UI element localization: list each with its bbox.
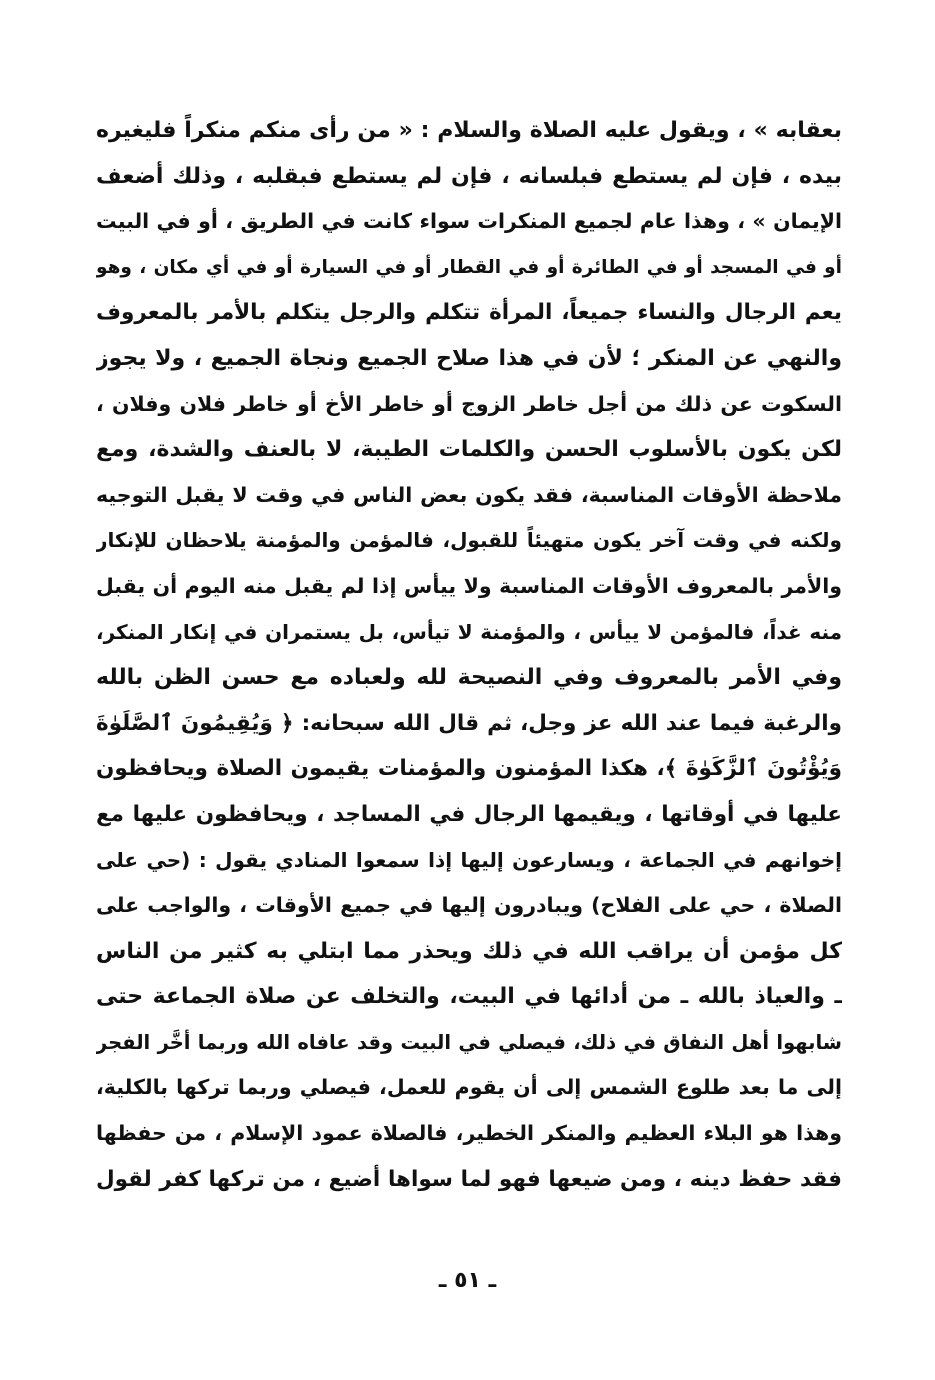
text-line: عليها في أوقاتها ، ويقيمها الرجال في المساجد ، ويحافظون عليها مع xyxy=(96,801,842,827)
text-line: منه غداً، فالمؤمن لا ييأس ، والمؤمنة لا تيأس، بل يستمران في إنكار المنكر، xyxy=(96,619,842,644)
text-line: إلى ما بعد طلوع الشمس إلى أن يقوم للعمل، فيصلي وربما تركها بالكلية، xyxy=(96,1075,842,1100)
text-line: بعقابه » ، ويقول عليه الصلاة والسلام : « من رأى منكم منكراً فليغيره xyxy=(96,118,842,143)
text-line: بيده ، فإن لم يستطع فبلسانه ، فإن لم يستطع فبقلبه ، وذلك أضعف xyxy=(96,163,842,189)
text-line: أو في المسجد أو في الطائرة أو في القطار أو في السيارة أو في أي مكان ، وهو xyxy=(96,256,842,278)
text-line: وفي الأمر بالمعروف وفي النصيحة لله ولعباده مع حسن الظن بالله xyxy=(96,665,842,691)
text-line: يعم الرجال والنساء جميعاً، المرأة تتكلم والرجل يتكلم بالأمر بالمعروف xyxy=(96,300,842,326)
quran-verse-line: والرغبة فيما عند الله عز وجل، ثم قال الله سبحانه: ﴿ وَيُقِيمُونَ ٱلصَّلَوٰةَ xyxy=(96,710,842,736)
text-line: شابهوا أهل النفاق في ذلك، فيصلي في البيت وقد عافاه الله وربما أخَّر الفجر xyxy=(96,1030,842,1054)
text-line: والنهي عن المنكر ؛ لأن في هذا صلاح الجميع ونجاة الجميع ، ولا يجوز xyxy=(96,345,842,371)
text-line: كل مؤمن أن يراقب الله في ذلك ويحذر مما ابتلي به كثير من الناس xyxy=(96,938,842,964)
text-line: إخوانهم في الجماعة ، ويسارعون إليها إذا سمعوا المنادي يقول : (حي على xyxy=(96,847,842,872)
text-line: لكن يكون بالأسلوب الحسن والكلمات الطيبة، لا بالعنف والشدة، ومع xyxy=(96,437,842,463)
text-line: السكوت عن ذلك من أجل خاطر الزوج أو خاطر الأخ أو خاطر فلان وفلان ، xyxy=(96,391,842,416)
text-line: والأمر بالمعروف الأوقات المناسبة ولا ييأس إذا لم يقبل منه اليوم أن يقبل xyxy=(96,573,842,598)
text-line: ـ والعياذ بالله ـ من أدائها في البيت، والتخلف عن صلاة الجماعة حتى xyxy=(96,984,842,1010)
text-line: الإيمان » ، وهذا عام لجميع المنكرات سواء كانت في الطريق ، أو في البيت xyxy=(96,209,842,234)
text-line: ولكنه في وقت آخر يكون متهيئاً للقبول، فالمؤمن والمؤمنة يلاحظان للإنكار xyxy=(96,528,842,553)
text-line: وهذا هو البلاء العظيم والمنكر الخطير، فالصلاة عمود الإسلام ، من حفظها xyxy=(96,1121,842,1146)
quran-verse-line: وَيُؤْتُونَ ٱلزَّكَوٰةَ ﴾، هكذا المؤمنون والمؤمنات يقيمون الصلاة ويحافظون xyxy=(96,756,842,782)
text-line: فقد حفظ دينه ، ومن ضيعها فهو لما سواها أضيع ، من تركها كفر لقول xyxy=(96,1166,842,1192)
text-line: الصلاة ، حي على الفلاح) ويبادرون إليها في جميع الأوقات ، والواجب على xyxy=(96,893,842,918)
body-text xyxy=(96,108,842,1202)
text-line: ملاحظة الأوقات المناسبة، فقد يكون بعض الناس في وقت لا يقبل التوجيه xyxy=(96,482,842,507)
page-number: ـ ٥١ ـ xyxy=(438,1268,497,1293)
